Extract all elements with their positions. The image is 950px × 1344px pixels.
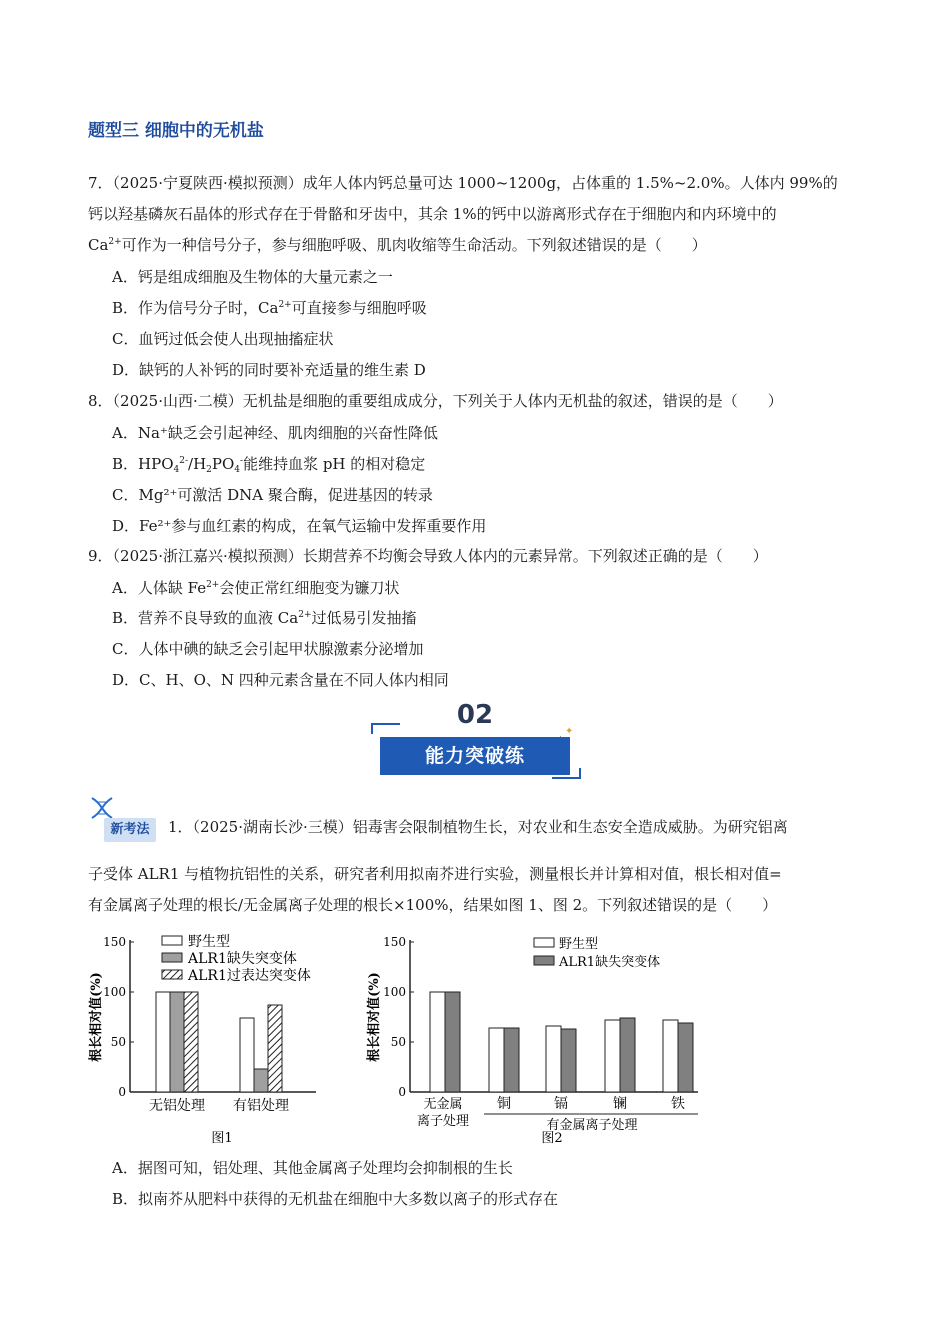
y-tick-label: 0 <box>398 1085 406 1099</box>
y-tick-label: 50 <box>390 1035 406 1049</box>
q7-option-a[interactable]: A．钙是组成细胞及生物体的大量元素之一 <box>112 268 393 286</box>
legend-label: ALR1缺失突变体 <box>559 955 661 970</box>
figure-caption: 图2 <box>541 1131 563 1146</box>
sparkle-icon: ✦ <box>565 726 574 737</box>
q9-a-charge: 2+ <box>206 580 220 590</box>
q9-option-c[interactable]: C．人体中碘的缺乏会引起甲状腺激素分泌增加 <box>112 640 424 658</box>
legend-label: ALR1过表达突变体 <box>188 968 311 984</box>
q7-line3-rest: 可作为一种信号分子，参与细胞呼吸、肌肉收缩等生命活动。下列叙述错误的是（ ） <box>121 236 707 254</box>
q1-option-b[interactable]: B．拟南芥从肥料中获得的无机盐在细胞中大多数以离子的形式存在 <box>112 1190 559 1208</box>
q8-b-sub2: 2 <box>206 465 212 475</box>
q7-option-d[interactable]: D．缺钙的人补钙的同时要补充适量的维生素 D <box>112 361 426 379</box>
q7-line2: 钙以羟基磷灰石晶体的形式存在于骨骼和牙齿中，其余 1%的钙中以游离形式存在于细胞内和内环境中的 <box>88 205 777 223</box>
x-tick-label: 铜 <box>497 1096 511 1112</box>
bar <box>254 1069 268 1092</box>
bar <box>561 1029 576 1092</box>
bar <box>240 1018 254 1092</box>
new-method-badge: 新考法 <box>104 818 156 842</box>
banner-number: 02 <box>456 700 494 730</box>
legend-label: 野生型 <box>559 937 599 952</box>
bar <box>430 992 445 1092</box>
q7-option-b-charge: 2+ <box>278 300 292 310</box>
bar <box>546 1026 561 1092</box>
bar <box>170 992 184 1092</box>
y-axis-label: 根长相对值(%) <box>89 972 104 1062</box>
x-tick-label: 无铝处理 <box>149 1098 205 1114</box>
legend-swatch <box>534 938 554 947</box>
figure-2-chart <box>362 930 707 1152</box>
q8-b-b: /H <box>188 455 207 473</box>
q1-line2: 子受体 ALR1 与植物抗铝性的关系，研究者利用拟南芥进行实验，测量根长并计算相对值，根长相对值= <box>88 865 782 883</box>
q8-option-c[interactable]: C．Mg²⁺可激活 DNA 聚合酶，促进基因的转录 <box>112 486 433 504</box>
figure-1-chart <box>84 930 344 1152</box>
x-tick-label-first-line2: 离子处理 <box>416 1114 470 1129</box>
q7-line1: 7．（2025·宁夏陕西·模拟预测）成年人体内钙总量可达 1000~1200g，占体重的 1.5%~2.0%。人体内 99%的 <box>88 174 838 192</box>
y-tick-label: 100 <box>383 985 406 999</box>
q8-b-c: PO <box>211 455 235 473</box>
legend-swatch <box>162 970 182 979</box>
q7-ca-charge: 2+ <box>108 237 122 247</box>
bar <box>184 992 198 1092</box>
legend-swatch <box>534 956 554 965</box>
y-tick-label: 50 <box>110 1035 126 1049</box>
q1-option-a[interactable]: A．据图可知，铝处理、其他金属离子处理均会抑制根的生长 <box>112 1159 513 1177</box>
q8-b-sup3: - <box>240 456 244 466</box>
bar <box>504 1028 519 1092</box>
legend-swatch <box>162 936 182 945</box>
x-tick-label: 镧 <box>613 1096 627 1112</box>
y-tick-label: 0 <box>118 1085 126 1099</box>
q1-line1: 1．（2025·湖南长沙·三模）铝毒害会限制植物生长，对农业和生态安全造成威胁。为研究铝离 <box>168 818 788 836</box>
q7-option-c[interactable]: C．血钙过低会使人出现抽搐症状 <box>112 330 334 348</box>
bar <box>678 1023 693 1092</box>
bar <box>268 1005 282 1092</box>
bar <box>489 1028 504 1092</box>
q8-b-d: 能维持血浆 pH 的相对稳定 <box>243 455 426 473</box>
y-tick-label: 150 <box>383 935 406 949</box>
q9-a-text: A．人体缺 Fe <box>112 579 207 597</box>
q9-option-a[interactable] <box>112 578 399 598</box>
q8-b-a: B．HPO <box>112 455 174 473</box>
q8-b-sup1: 2- <box>179 456 189 466</box>
x-tick-label-first-line1: 无金属 <box>423 1097 463 1112</box>
q9-stem: 9．（2025·浙江嘉兴·模拟预测）长期营养不均衡会导致人体内的元素异常。下列叙述正确的是（ ） <box>88 547 768 565</box>
q8-stem: 8．（2025·山西·二模）无机盐是细胞的重要组成成分，下列关于人体内无机盐的叙述，错误的是（ ） <box>88 392 783 410</box>
q7-option-b-text: B．作为信号分子时，Ca <box>112 299 279 317</box>
y-tick-label: 100 <box>103 985 126 999</box>
figure-caption: 图1 <box>211 1131 233 1146</box>
q9-option-b[interactable] <box>112 608 417 628</box>
q8-b-sub3: 4 <box>234 465 241 475</box>
y-tick-label: 150 <box>103 935 126 949</box>
q9-b-charge: 2+ <box>298 610 312 620</box>
q7-option-b[interactable] <box>112 298 427 318</box>
q8-b-sub1: 4 <box>173 465 180 475</box>
q7-line3 <box>88 235 707 255</box>
x-group-label: 有金属离子处理 <box>546 1118 638 1133</box>
q7-ca: Ca <box>88 236 109 254</box>
legend-label: 野生型 <box>188 934 230 950</box>
bar <box>445 992 460 1092</box>
q9-option-d[interactable]: D．C、H、O、N 四种元素含量在不同人体内相同 <box>112 671 449 689</box>
bar <box>156 992 170 1092</box>
x-tick-label: 有铝处理 <box>233 1098 289 1114</box>
q9-a-rest: 会使正常红细胞变为镰刀状 <box>219 579 400 597</box>
q8-option-d[interactable]: D．Fe²⁺参与血红素的构成，在氧气运输中发挥重要作用 <box>112 517 487 535</box>
bar <box>663 1020 678 1092</box>
x-tick-label: 镉 <box>554 1096 568 1112</box>
q8-option-a[interactable]: A．Na⁺缺乏会引起神经、肌肉细胞的兴奋性降低 <box>112 424 438 442</box>
q7-option-b-rest: 可直接参与细胞呼吸 <box>291 299 427 317</box>
bar <box>605 1020 620 1092</box>
section-title: 题型三 细胞中的无机盐 <box>88 121 264 141</box>
q9-b-text: B．营养不良导致的血液 Ca <box>112 609 299 627</box>
y-axis-label: 根长相对值(%) <box>367 972 382 1062</box>
banner-title: 能力突破练 <box>380 737 570 775</box>
q9-b-rest: 过低易引发抽搐 <box>311 609 417 627</box>
bar <box>620 1018 635 1092</box>
q1-line3: 有金属离子处理的根长/无金属离子处理的根长×100%，结果如图 1、图 2。下列叙述错误的是（ ） <box>88 896 778 914</box>
legend-swatch <box>162 953 182 962</box>
legend-label: ALR1缺失突变体 <box>188 951 297 967</box>
q8-option-b[interactable] <box>112 454 425 474</box>
x-tick-label: 铁 <box>671 1096 685 1112</box>
